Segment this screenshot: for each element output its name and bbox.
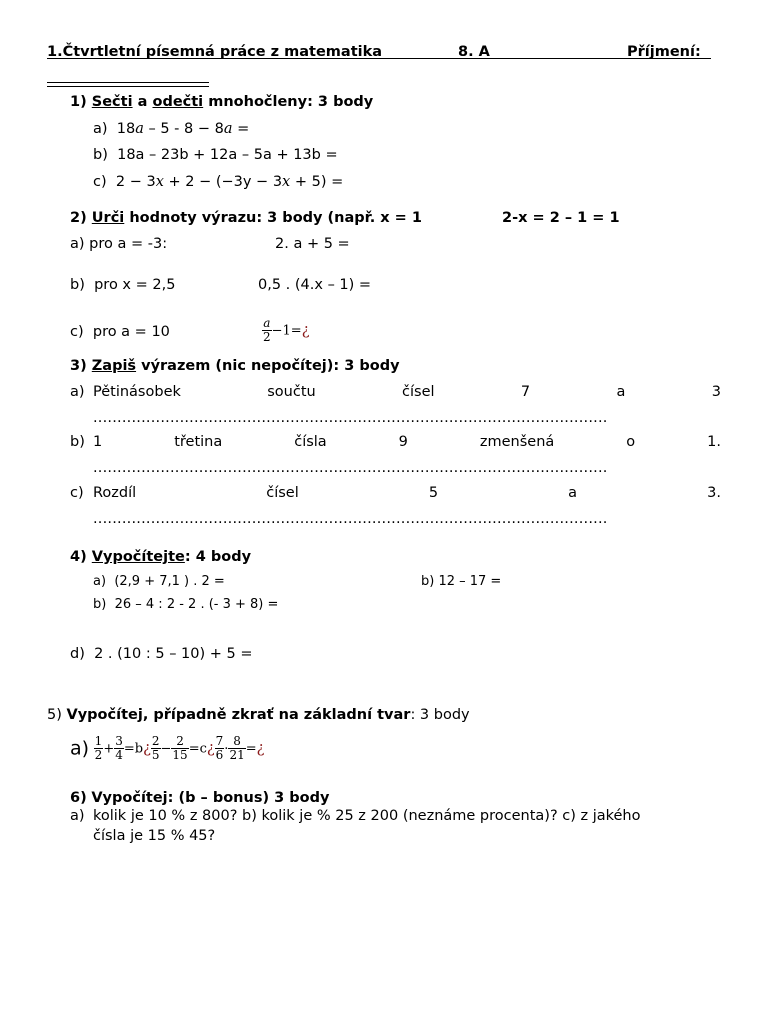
q2-c-expr: $\frac{a}{2}$ −1=¿: [263, 316, 310, 344]
q3-heading: 3) Zapiš výrazem (nic nepočítej): 3 body: [70, 358, 400, 374]
q6-line2: čísla je 15 % 45?: [93, 828, 216, 844]
q2-a-text: a) pro a = -3:: [70, 236, 168, 252]
q3-a-label: a): [70, 384, 85, 400]
q4-heading: 4) Vypočítejte: 4 body: [70, 549, 252, 565]
q1-heading: 1) Sečti a odečti mnohočleny: 3 body: [70, 94, 374, 110]
q2-a-expr: 2. a + 5 =: [275, 236, 350, 252]
q5-heading: 5) Vypočítej, případně zkrať na základní tvar: 3 body: [47, 707, 470, 723]
surname-double-line: [47, 82, 209, 87]
q5-a: a) $\frac{1}{2}$ + $\frac{3}{4}$ =b¿ $\frac{2}{5}$ − $\frac{2}{15}$ =c¿ $\frac{7}{6}$ · $\frac{8}{21}$ =¿: [70, 734, 265, 762]
q2-example: 2-x = 2 – 1 = 1: [502, 210, 620, 226]
q2-b-expr: 0,5 . (4.x – 1) =: [258, 277, 372, 293]
header-underline: [47, 58, 711, 59]
header-surname-label: Příjmení:: [627, 44, 701, 60]
q4-a: a) (2,9 + 7,1 ) . 2 =: [93, 574, 225, 589]
q6-line1: kolik je 10 % z 800? b) kolik je % 25 z 200 (neznáme procenta)? c) z jakého: [93, 808, 641, 824]
q2-c-fraction: $\frac{a}{2}$: [263, 316, 271, 344]
q2-b-text: b) pro x = 2,5: [70, 277, 176, 293]
q3-c-label: c): [70, 485, 84, 501]
q1-a: a) 18a – 5 - 8 − 8a =: [93, 121, 250, 137]
q3-c-answer-line: ...........................................................................................................: [93, 511, 608, 527]
header-class: 8. A: [458, 44, 490, 60]
q3-a-text: Pětinásobek součtu čísel 7 a 3: [93, 384, 721, 400]
q4-b: b) 26 – 4 : 2 - 2 . (- 3 + 8) =: [93, 597, 279, 612]
q3-b-text: 1 třetina čísla 9 zmenšená o 1.: [93, 434, 721, 450]
q3-a-answer-line: ...........................................................................................................: [93, 410, 608, 426]
q6-a-label: a): [70, 808, 85, 824]
header-title: 1.Čtvrtletní písemná práce z matematika: [47, 44, 383, 60]
q1-c: c) 2 − 3x + 2 − (−3y − 3x + 5) =: [93, 174, 344, 190]
q4-d: d) 2 . (10 : 5 – 10) + 5 =: [70, 646, 253, 662]
q3-b-answer-line: ...........................................................................................................: [93, 460, 608, 476]
q2-c-text: c) pro a = 10: [70, 324, 170, 340]
q3-b-label: b): [70, 434, 85, 450]
q4-b2: b) 12 – 17 =: [421, 574, 502, 589]
q1-b: b) 18a – 23b + 12a – 5a + 13b =: [93, 147, 338, 163]
q3-c-text: Rozdíl čísel 5 a 3.: [93, 485, 721, 501]
q6-heading: 6) Vypočítej: (b – bonus) 3 body: [70, 790, 330, 806]
q2-heading: 2) Urči hodnoty výrazu: 3 body (např. x = 1: [70, 210, 422, 226]
